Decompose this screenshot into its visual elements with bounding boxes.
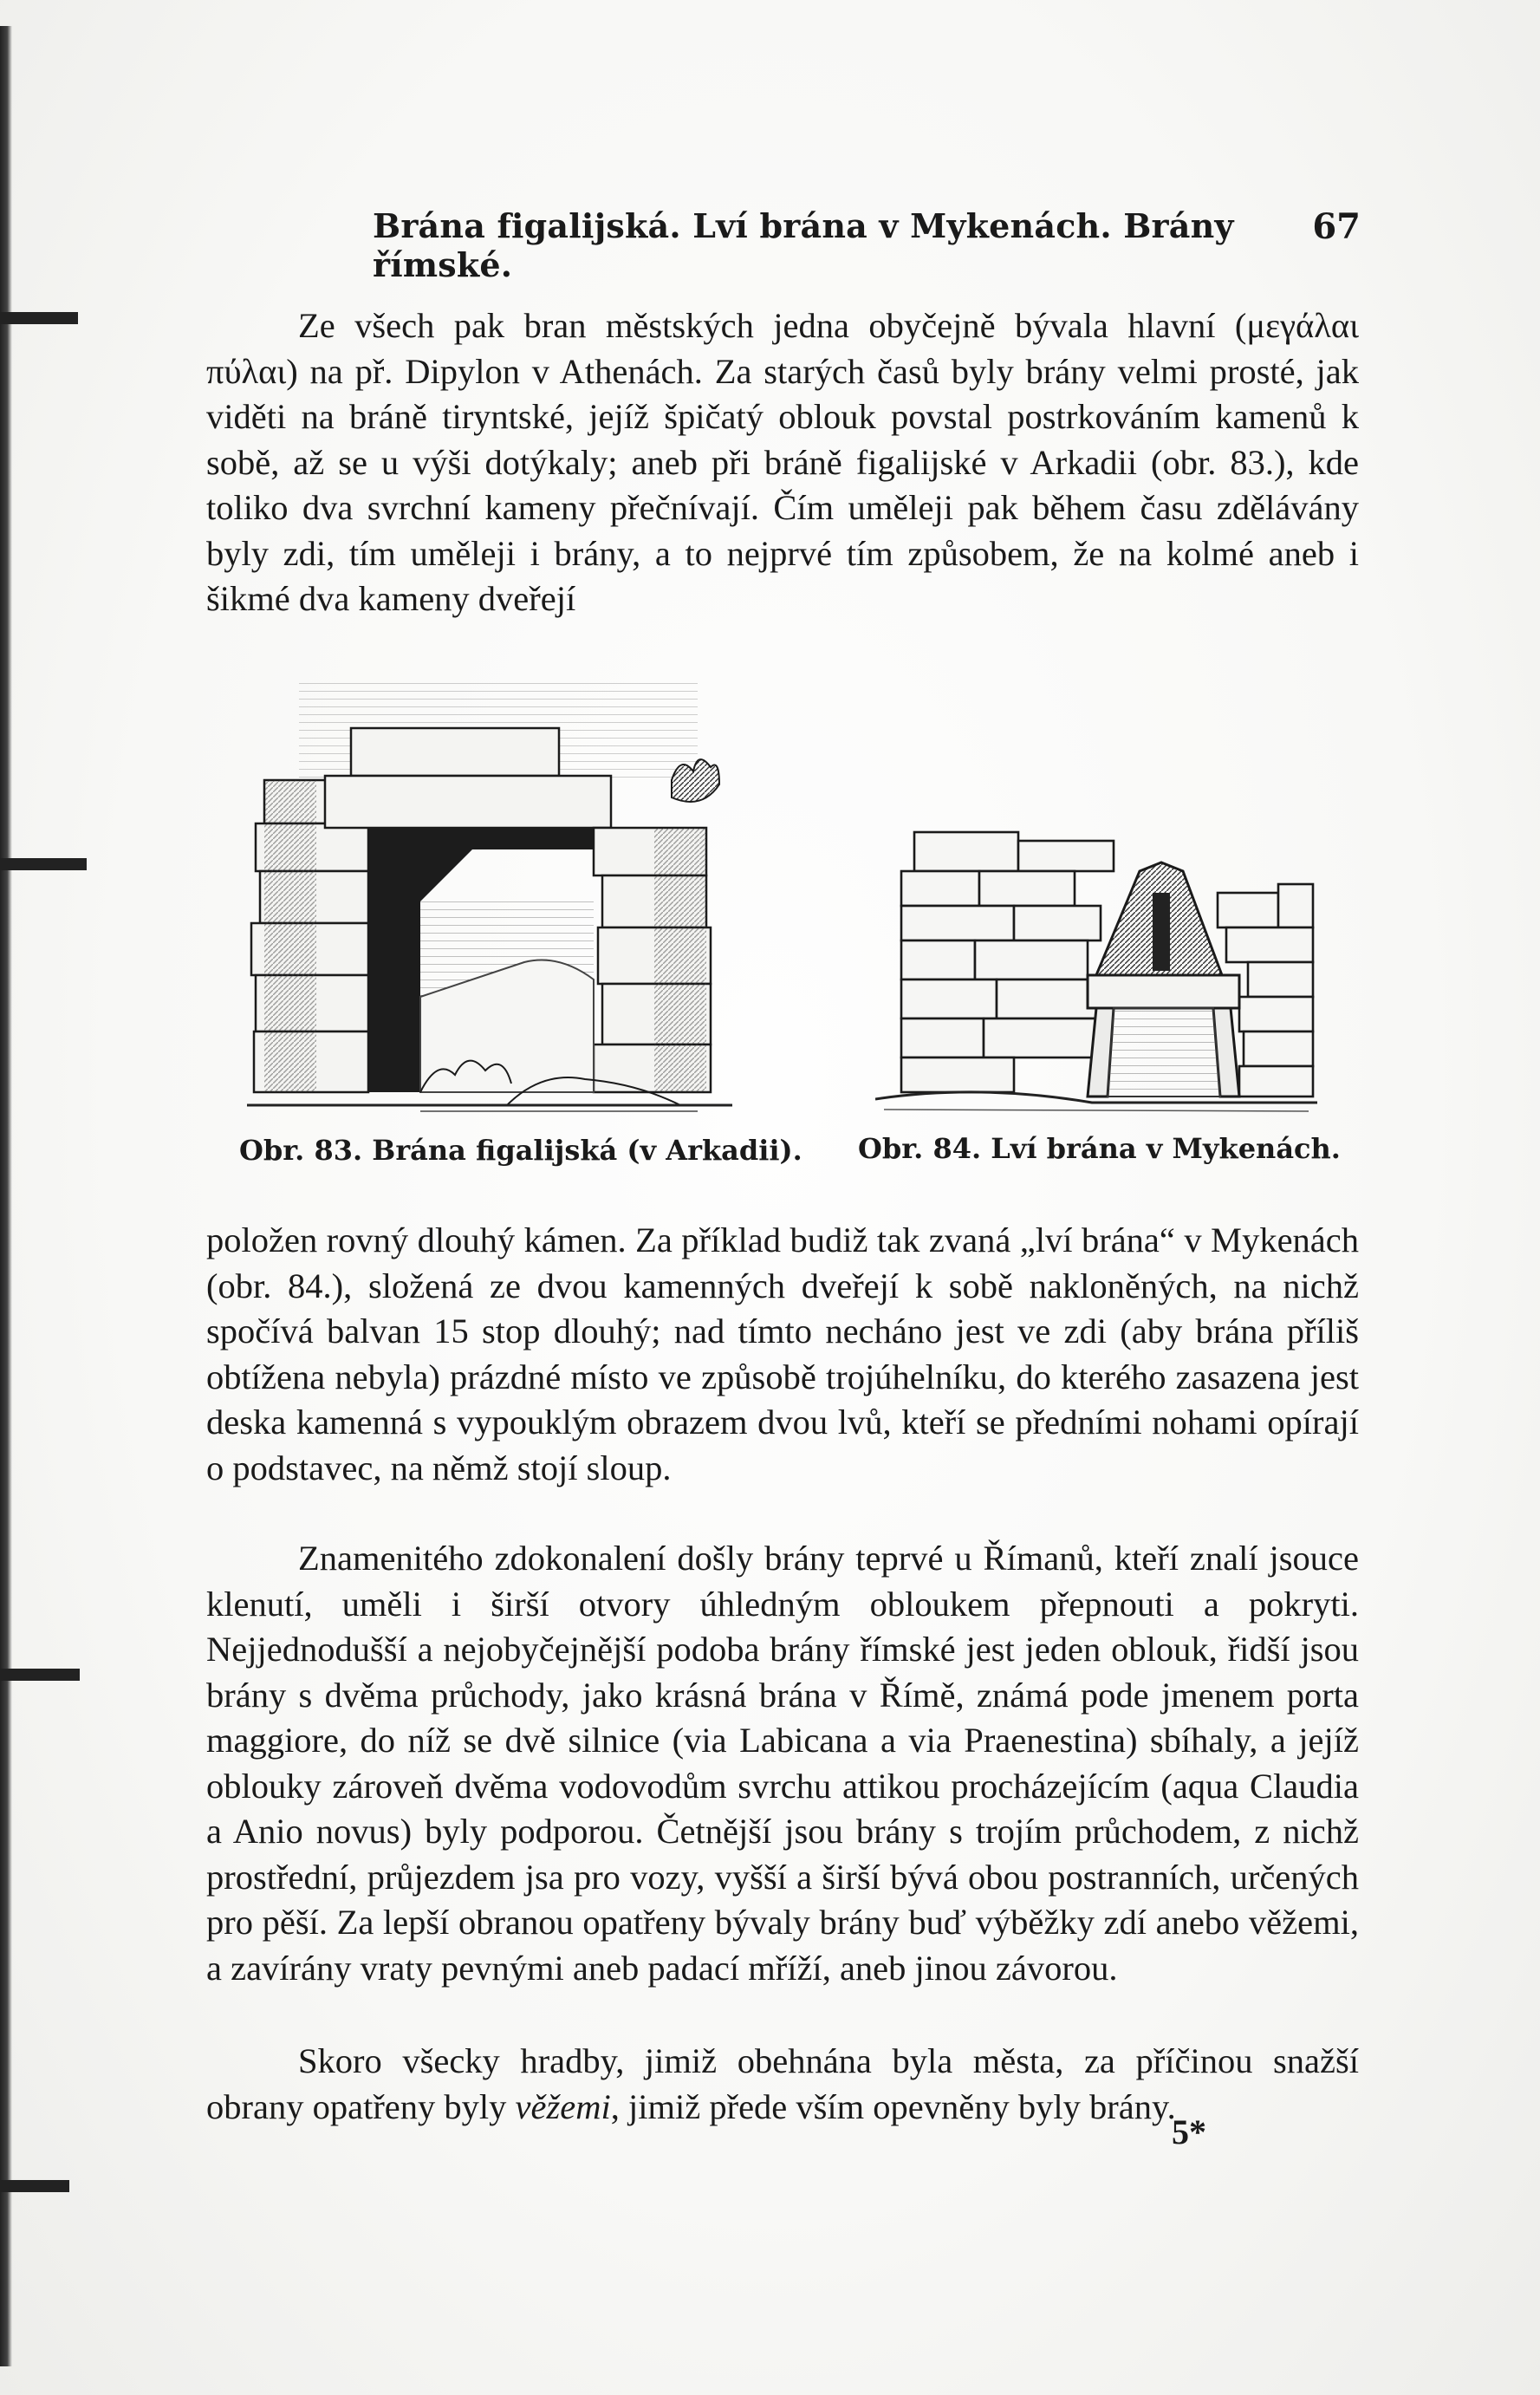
paragraph-3-text: Znamenitého zdokonalení došly brány teprvé u Římanů, kteří znalí jsouce klenutí, uměli i širší otvory úhledným obloukem přepnouti a pokryti. Nejjednodušší a nejobyčejnější podoba brány římské jest jeden oblouk, řidší jsou brány s dvěma průchody, jako krásná brána v Římě, známá pode jmenem porta maggiore, do níž se dvě silnice (via Labicana a via Praenestina) sbíhaly, a jejíž oblouky zároveň dvěma vodovodům svrchu attikou procházejícím (aqua Claudia a Anio novus) byly podporou. Četnější jsou brány s trojím průchodem, z nichž prostřední, průjezdem jsa pro vozy, vyšší a širší bývá obou postranních, určených pro pěší. Za lepší obranou opatřeny bývaly brány buď výběžky zdí anebo věžemi, a zavírány vraty pevnými aneb padací mříží, aneb jinou závorou. (206, 1539, 1359, 1988)
figure-84-caption: Obr. 84. Lví brána v Mykenách. (858, 1132, 1341, 1165)
running-header (373, 206, 1361, 284)
signature-mark: 5* (1172, 2112, 1206, 2151)
paragraph-4-text-after: , jimiž přede vším opevněny byly brány. (610, 2086, 1176, 2126)
book-spine-edge (0, 26, 12, 2366)
paragraph-2-text: položen rovný dlouhý kámen. Za příklad budiž tak zvaná „lví brána“ v Mykenách (obr. 84.), složená ze dvou kamenných dveřejí k sobě nakloněných, na nichž spočívá balvan 15 stop dlouhý; nad tímto necháno jest ve zdi (aby brána příliš obtížena nebyla) prázdné místo ve způsobě trojúhelníku, do kterého zasazena jest deska kamenná s vypouklým obrazem dvou lvů, kteří se předními nohami opírají o podstavec, na němž stojí sloup. (206, 1220, 1359, 1487)
binding-mark (0, 312, 78, 324)
figalian-gate-drawing (247, 667, 754, 1118)
paragraph-4-text-before: Skoro všecky hradby, jimiž obehnána byla města, za příčinou snažší obrany opatřeny byly (206, 2041, 1359, 2126)
figure-83-illustration (247, 667, 754, 1118)
figure-84-illustration (875, 823, 1322, 1118)
running-header-title: Brána figalijská. Lví brána v Mykenách. Brány římské. (373, 206, 1234, 284)
page-number: 67 (1312, 206, 1361, 247)
paragraph-3 (206, 1536, 1359, 1991)
paragraph-2 (206, 1218, 1359, 1491)
lion-gate-drawing (875, 823, 1322, 1118)
paragraph-4-emphasis: věžemi (515, 2086, 611, 2126)
paragraph-1-text: Ze všech pak bran městských jedna obyčejně bývala hlavní (μεγάλαι πύλαι) na př. Dipylon v Athenách. Za starých časů byly brány velmi prosté, jak viděti na bráně tiryntské, jejíž špičatý oblouk povstal postrkováním kamenů k sobě, až se u výši dotýkaly; aneb při bráně figalijské v Arkadii (obr. 83.), kde toliko dva svrchní kameny přečnívají. Čím uměleji pak během času zdělávány byly zdi, tím uměleji i brány, a to nejprvé tím způsobem, že na kolmé aneb i šikmé dva kameny dveřejí (206, 306, 1359, 618)
binding-mark (0, 2180, 69, 2192)
binding-mark (0, 858, 87, 870)
binding-mark (0, 1669, 80, 1681)
paragraph-1 (206, 303, 1359, 622)
figure-83-caption: Obr. 83. Brána figalijská (v Arkadii). (239, 1134, 802, 1167)
